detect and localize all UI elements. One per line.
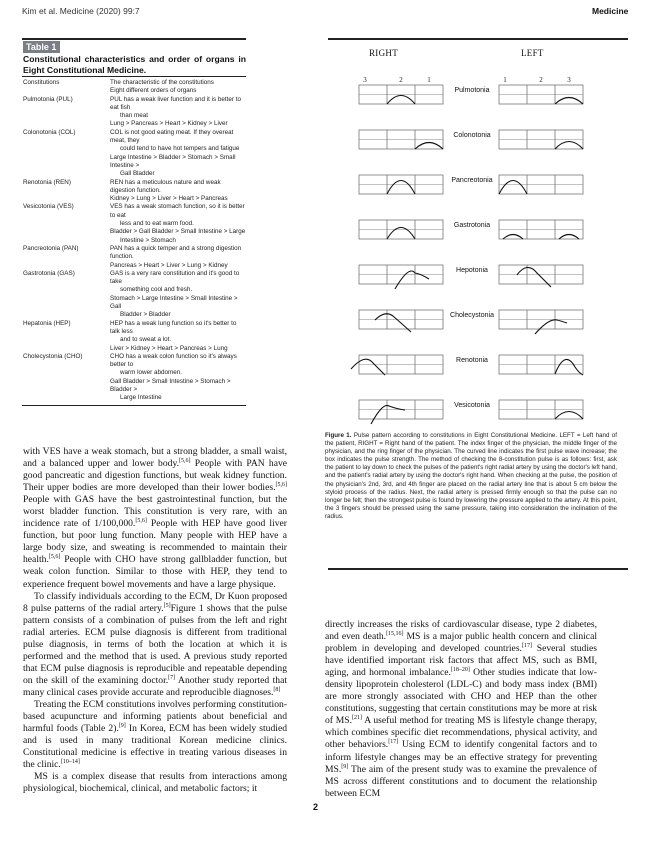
characteristic-line: warm lower abdomen. <box>120 369 182 377</box>
text: Using ECM to identify congenital factors and to inform lifestyle changes may be an effective strategy for preventing MS. <box>325 739 598 775</box>
organ-order-line: Intestine > Stomach <box>120 236 176 244</box>
constitution-label: Cholecystonia <box>450 312 494 319</box>
organ-order-line: Gall Bladder > Small Intestine > Stomach > Bladder > <box>110 377 231 393</box>
organ-order-line: Kidney > Lung > Liver > Heart > Pancreas <box>110 195 228 203</box>
citation[interactable]: [17] <box>388 739 399 746</box>
figure-right-label: RIGHT <box>369 48 398 58</box>
organ-order-line: Bladder > Bladder <box>120 311 171 319</box>
paragraph <box>325 619 597 800</box>
characteristic-line: VES has a weak stomach function, so it is better to eat <box>110 203 245 219</box>
left-pulse-wave <box>555 412 583 420</box>
characteristic-line: could tend to have hot tempers and fatigue <box>120 145 240 153</box>
right-pulse-wave <box>351 359 385 375</box>
left-pulse-wave <box>535 320 567 334</box>
paragraph <box>23 699 287 771</box>
table-header-rule <box>22 76 246 77</box>
paragraph <box>23 591 287 699</box>
figure-caption-text: Pulse pattern according to constitutions in Eight Constitutional Medicine. LEFT = Left hand of the patient, RIGHT = Right hand of the patient. The index finger of the physician, the middle finger of the physician, and the ring finger of the physician. The curved line indicates the first pulse wave increase; the box indicates the pulse strength. The method of checking the 8-constitution pulse is as follows: first, ask the patient to lay down to check the pulses of the patient's right radial artery by using the doctor's left hand, and the patient's radial artery by using the doctor's right hand. When checking at the pulse, the position of the physician's 2nd, 3rd, and 4th finger are placed on the radial artery line that is about 5 cm below the styloid process of the radius. Next, the radial artery is pressed firmly enough so that the pulse can no longer be felt; then the strongest pulse is found by lowering the pressure applied to the artery. At this point, the 3 fingers should be pressed using the same pressure, taking into consideration the inclination of the radius. <box>325 432 617 520</box>
figure-left-label: LEFT <box>521 48 544 58</box>
constitution-details <box>110 245 247 270</box>
constitution-name: Pancreotonia (PAN) <box>23 244 79 252</box>
text: Several studies have identified important risk factors that affect MS, such as BMI, aging, and hormonal imbalance. <box>325 643 597 679</box>
text: A useful method for treating MS is lifestyle change therapy, which combines specific diet recommendations, physical activity, and other behaviors. <box>325 715 597 751</box>
constitution-details <box>110 320 247 353</box>
characteristic-line: and to sweat a lot. <box>120 336 172 344</box>
header-col-constitutions: Constitutions <box>23 79 60 86</box>
organ-order-line: Large Intestine > Bladder > Stomach > Small Intestine > <box>110 153 236 169</box>
paragraph <box>23 446 287 591</box>
characteristic-line: HEP has a weak lung function so it's better to talk less <box>110 319 237 335</box>
citation[interactable]: [5,6] <box>48 554 61 561</box>
citation[interactable]: [5,6] <box>179 458 191 465</box>
running-head: Kim et al. Medicine (2020) 99:7 <box>22 6 140 16</box>
left-pulse-wave <box>555 98 583 105</box>
table-row <box>23 245 247 270</box>
text: People with GAS have the best gastrointestinal function, but the worst bladder function. This constitution is very rare, with an incidence rate of 1/100,000. <box>23 494 287 530</box>
citation[interactable]: [15,16] <box>386 631 404 638</box>
constitution-name: Vesicotonia (VES) <box>23 203 74 211</box>
journal-name: Medicine <box>592 6 629 16</box>
paragraph <box>23 771 287 795</box>
citation[interactable]: [18–20] <box>450 667 470 674</box>
citation[interactable]: [5] <box>163 602 171 609</box>
citation[interactable]: [21] <box>352 715 363 722</box>
constitution-details <box>110 270 247 320</box>
table-title: Constitutional characteristics and order of organs in Eight Constitutional Medicine. <box>23 54 246 75</box>
pulse-pattern-figure <box>328 40 628 430</box>
citation[interactable]: [5,6] <box>275 482 287 489</box>
text: MS is a complex disease that results from interactions among physiological, biochemical, clinical, and metabolic factors; it <box>23 771 287 795</box>
constitution-details <box>110 203 247 244</box>
left-position-label: 1 <box>503 76 507 84</box>
organ-order-line: Stomach > Large Intestine > Small Intestine > Gall <box>110 294 238 311</box>
right-pulse-wave <box>387 181 415 195</box>
constitution-details <box>110 179 247 204</box>
characteristic-line: PAN has a quick temper and a strong digestion function. <box>110 244 242 261</box>
characteristic-line: CHO has a weak colon function so it's always better to <box>110 352 237 369</box>
citation[interactable]: [10–14] <box>60 759 80 766</box>
constitution-name: Hepatonia (HEP) <box>23 319 71 327</box>
constitution-label: Hepotonia <box>456 267 488 274</box>
header-orders: Eight different orders of organs <box>110 87 197 95</box>
constitution-details <box>110 353 247 403</box>
table-row <box>23 270 247 320</box>
right-position-label: 1 <box>427 76 431 84</box>
organ-order-line: Bladder > Gall Bladder > Small Intestine > Large <box>110 228 246 236</box>
constitution-details <box>110 129 247 179</box>
constitution-name: Cholecystonia (CHO) <box>23 352 83 360</box>
characteristic-line: COL is not good eating meat. If they overeat meat, they <box>110 128 234 145</box>
figure-caption <box>325 432 617 521</box>
figure-bottom-rule <box>328 568 628 570</box>
right-position-label: 3 <box>363 76 367 84</box>
text: People with CHO have strong gallbladder function, but weak colon function. Similar to those with HEP, they tend to experience frequent bowel movements and have a large physique. <box>23 554 287 590</box>
right-pulse-wave <box>415 143 443 150</box>
text: Other studies indicate that low-density lipoprotein cholesterol (LDL-C) and body mass index (BMI) are more strongly associated with CHO and HEP than the other constitutions, suggesting that certain constitutions may be more at risk of MS. <box>325 667 597 727</box>
left-position-label: 2 <box>539 76 543 84</box>
right-pulse-wave <box>387 96 415 105</box>
text: To classify individuals according to the ECM, Dr Kuon proposed 8 pulse patterns of the radial artery. <box>23 590 287 614</box>
table-row <box>23 203 247 244</box>
table-header-row <box>23 79 247 96</box>
text: directly increases the risks of cardiovascular disease, type 2 diabetes, and even death. <box>325 619 597 643</box>
table-row <box>23 129 247 179</box>
organ-order-line: Liver > Kidney > Heart > Pancreas > Lung <box>110 344 228 352</box>
organ-order-line: Gall Bladder <box>120 170 155 178</box>
table-tag: Table 1 <box>23 41 60 53</box>
constitution-label: Pulmotonia <box>454 87 490 94</box>
header-col-characteristic <box>110 79 247 96</box>
table-row <box>23 320 247 353</box>
constitution-name: Renotonia (REN) <box>23 178 71 186</box>
header-characteristic: The characteristic of the constitutions <box>110 79 214 86</box>
left-pulse-wave <box>503 235 523 240</box>
constitution-details <box>110 96 247 129</box>
constitution-label: Pancreotonia <box>451 177 493 184</box>
body-left-column <box>23 446 287 795</box>
citation[interactable]: [8] <box>273 686 281 693</box>
left-pulse-wave <box>555 142 583 150</box>
constitution-label: Gastrotonia <box>453 222 491 229</box>
organ-order-line: Pancreas > Heart > Liver > Lung > Kidney <box>110 261 228 269</box>
constitution-name: Colonotonia (COL) <box>23 128 76 136</box>
text: The aim of the present study was to examine the prevalence of MS across different constitutions and to document the relationship between ECM <box>325 763 597 799</box>
text: In Korea, ECM has been widely studied and is used in many traditional Korean medicine clinics. Constitutional medicine is effective in treating various diseases in the clinic. <box>23 723 287 771</box>
constitution-name: Pulmotonia (PUL) <box>23 95 73 103</box>
text: Figure 1 shows that the pulse pattern consists of a combination of pulses from the left and right radial arteries. ECM pulse diagnosis is different from traditional pulse diagnosis, in terms of both the location at which it is performed and the method that is used. A previous study reported that ECM pulse diagnosis is reproducible and repeatable depending on the skill of the examining doctor. <box>23 602 287 686</box>
left-pulse-wave <box>499 181 527 195</box>
text: MS is a major public health concern and clinical problem in developing and developed countries. <box>325 631 597 655</box>
constitution-label: Colonotonia <box>453 132 491 139</box>
text: Another study reported that many clinical cases provide accurate and reproducible diagnoses. <box>23 674 287 698</box>
text: People with HEP have good liver function, but poor lung function. Many people with HEP have a large body size, and sweating is recommended to maintain their health. <box>23 518 287 566</box>
citation[interactable]: [17] <box>521 643 532 650</box>
text: People with PAN have good pancreatic and digestion functions, but weak kidney function. Their upper bodies are more developed than their lower bodies. <box>23 458 288 494</box>
table-row <box>23 179 247 204</box>
organ-order-line: Lung > Pancreas > Heart > Kidney > Liver <box>110 120 228 128</box>
right-pulse-wave <box>395 271 429 289</box>
characteristic-line: less and to eat warm food. <box>120 220 194 228</box>
constitution-label: Vesicotonia <box>454 402 490 409</box>
left-pulse-wave <box>559 235 579 240</box>
citation[interactable]: [5,6] <box>135 518 147 525</box>
table-row <box>23 353 247 403</box>
text: Treating the ECM constitutions involves performing constitution-based acupuncture and informing patients about beneficial and harmful foods (Table 2). <box>23 698 287 735</box>
left-pulse-wave <box>555 359 583 375</box>
text: with VES have a weak stomach, but a strong bladder, a small waist, and a balanced upper and lower body. <box>23 446 287 470</box>
figure-caption-label: Figure 1. <box>325 432 352 439</box>
citation[interactable]: [9] <box>118 723 126 730</box>
organ-order-line: Large Intestine <box>120 394 162 402</box>
characteristic-line: PUL has a weak liver function and it is better to eat fish <box>110 95 242 111</box>
table-row <box>23 96 247 129</box>
page-number: 2 <box>313 802 319 812</box>
constitution-label: Renotonia <box>456 357 488 364</box>
body-right-column <box>325 619 597 800</box>
left-position-label: 3 <box>567 76 571 84</box>
table-bottom-rule <box>22 405 246 406</box>
right-position-label: 2 <box>399 76 403 84</box>
table-body <box>23 79 247 403</box>
characteristic-line: REN has a meticulous nature and weak digestion function. <box>110 178 221 194</box>
right-pulse-wave <box>371 405 405 424</box>
citation[interactable]: [9] <box>341 763 349 770</box>
characteristic-line: something cool and fresh. <box>120 286 193 294</box>
constitution-name: Gastrotonia (GAS) <box>23 269 75 277</box>
characteristic-line: than meat <box>120 112 149 120</box>
citation[interactable]: [7] <box>168 674 176 681</box>
table-top-rule <box>22 38 246 40</box>
characteristic-line: GAS is a very rare constitution and it's good to take <box>110 269 240 286</box>
